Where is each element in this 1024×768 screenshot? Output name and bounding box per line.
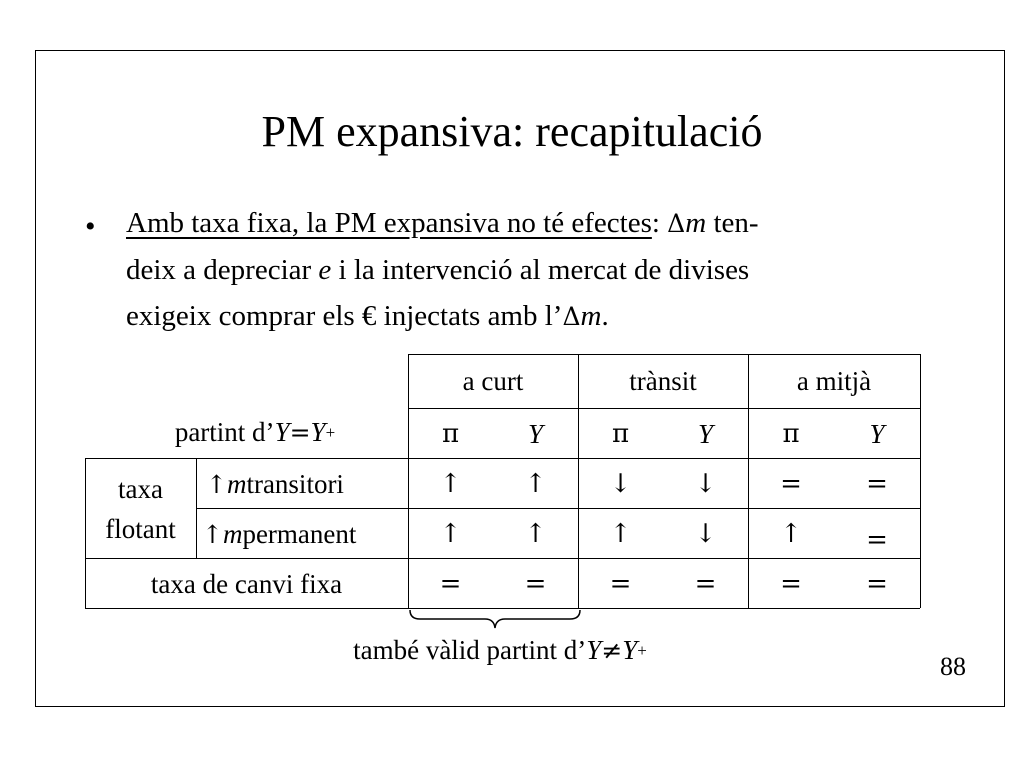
bullet-underlined-phrase: Amb taxa fixa, la PM expansiva no té efectes bbox=[126, 207, 652, 239]
delta-symbol: Δ bbox=[562, 302, 581, 331]
effect-cell: = bbox=[609, 569, 632, 599]
effect-cell: ↓ bbox=[609, 469, 632, 499]
footnote-text: també vàlid partint d’ bbox=[353, 634, 587, 665]
effect-cell: ↓ bbox=[694, 519, 717, 549]
superscript-plus: + bbox=[325, 422, 336, 442]
up-arrow-icon: ↑ bbox=[206, 469, 227, 499]
bullet-m-variable: m bbox=[580, 300, 602, 332]
floating-label-line1: taxa bbox=[118, 474, 163, 504]
floating-rate-label bbox=[85, 460, 196, 558]
bullet-period: . bbox=[601, 300, 609, 332]
bullet-e-variable: e bbox=[318, 254, 332, 286]
period-header: trànsit bbox=[629, 365, 697, 396]
variable-header: π bbox=[611, 419, 630, 449]
bullet-line2-start: deix a depreciar bbox=[126, 254, 319, 286]
bullet-marker: • bbox=[85, 210, 96, 243]
table-rule bbox=[408, 408, 920, 409]
effect-cell: = bbox=[866, 525, 888, 555]
slide-title: PM expansiva: recapitulació bbox=[261, 107, 763, 156]
equals-sign: = bbox=[289, 417, 311, 447]
bullet-m-variable: m bbox=[685, 207, 707, 239]
table-rule bbox=[408, 354, 920, 355]
variable-header: Y bbox=[527, 418, 544, 449]
table-rule bbox=[85, 558, 920, 559]
effect-cell: = bbox=[866, 469, 888, 499]
floating-label-line2: flotant bbox=[105, 514, 176, 544]
variable-header: Y bbox=[869, 418, 885, 449]
effect-cell: ↓ bbox=[694, 469, 717, 499]
table-rule bbox=[196, 458, 197, 558]
period-header: a curt bbox=[462, 365, 524, 396]
row-label-fixed-rate: taxa de canvi fixa bbox=[150, 568, 343, 599]
superscript-plus: + bbox=[637, 640, 647, 660]
table-rule bbox=[196, 508, 920, 509]
bullet-line3-start: exigeix comprar els € injectats amb l’ bbox=[126, 300, 563, 332]
starting-point-label bbox=[120, 408, 390, 456]
bullet-colon: : bbox=[651, 207, 668, 239]
table-rule bbox=[920, 354, 921, 608]
y-variable: Y bbox=[622, 634, 638, 665]
brace-icon bbox=[408, 608, 582, 630]
effect-cell: = bbox=[780, 469, 802, 499]
row-label-text: permanent bbox=[242, 518, 357, 549]
m-variable: m bbox=[226, 468, 247, 499]
effect-cell: ↑ bbox=[439, 469, 462, 499]
effect-cell: ↑ bbox=[524, 469, 547, 499]
effect-cell: ↑ bbox=[609, 519, 632, 549]
delta-symbol: Δ bbox=[667, 209, 686, 238]
effect-cell: = bbox=[694, 569, 717, 599]
up-arrow-icon: ↑ bbox=[202, 519, 223, 549]
effect-cell: = bbox=[439, 569, 462, 599]
y-variable: Y bbox=[274, 416, 290, 447]
effect-cell: = bbox=[780, 569, 802, 599]
variable-header: π bbox=[782, 419, 800, 449]
m-variable: m bbox=[222, 518, 243, 549]
bullet-line2-end: i la intervenció al mercat de divises bbox=[331, 254, 750, 286]
effect-cell: ↑ bbox=[780, 519, 802, 549]
row-label-transitory bbox=[198, 460, 408, 508]
variable-header: π bbox=[441, 419, 460, 449]
effect-cell: = bbox=[866, 569, 888, 599]
variable-header: Y bbox=[697, 418, 714, 449]
effect-cell: ↑ bbox=[524, 519, 547, 549]
row-label-text: transitori bbox=[246, 468, 344, 499]
row-label-permanent bbox=[198, 510, 408, 558]
starting-label-text: partint d’ bbox=[174, 416, 275, 447]
bullet-text bbox=[126, 200, 956, 340]
effect-cell: = bbox=[524, 569, 547, 599]
y-variable: Y bbox=[310, 416, 326, 447]
page-number: 88 bbox=[940, 652, 966, 681]
period-header: a mitjà bbox=[796, 365, 872, 396]
table-rule bbox=[85, 458, 920, 459]
bullet-line1-end: ten- bbox=[706, 207, 759, 239]
footnote-caption bbox=[250, 630, 750, 670]
effect-cell: ↑ bbox=[439, 519, 462, 549]
not-equal-sign: ≠ bbox=[601, 635, 623, 665]
y-variable: Y bbox=[586, 634, 602, 665]
